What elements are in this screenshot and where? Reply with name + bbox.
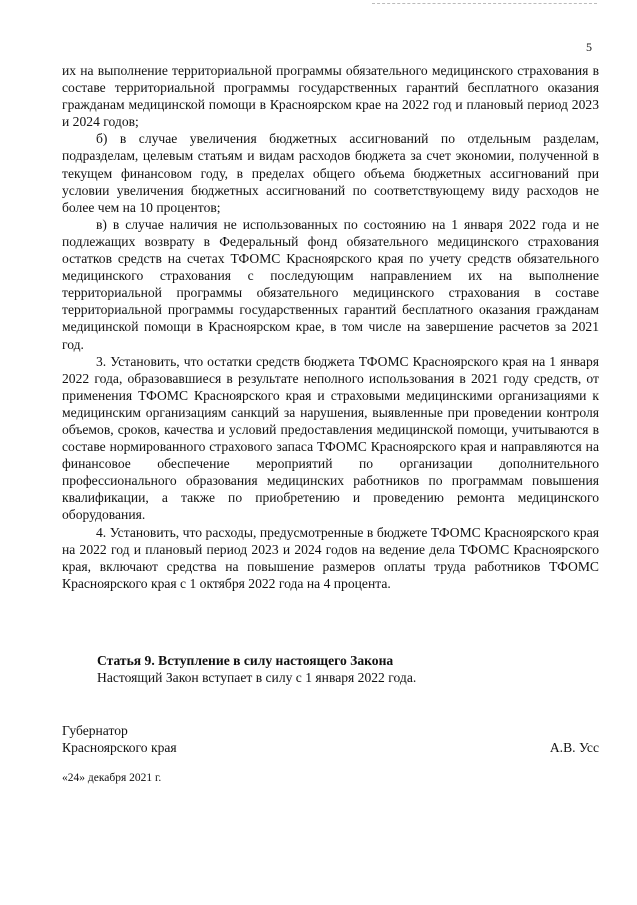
article-text: Настоящий Закон вступает в силу с 1 января 2022 года. (97, 670, 417, 686)
document-body (62, 62, 599, 592)
top-divider (372, 3, 597, 4)
article-title: Статья 9. Вступление в силу настоящего Закона (97, 653, 394, 668)
paragraph-item-4: 4. Установить, что расходы, предусмотренные в бюджете ТФОМС Красноярского края на 2022 год и плановый период 2023 и 2024 годов на ведение дела ТФОМС Красноярского края, включают средства на повышение размеров оплаты труда работников ТФОМС Красноярского края с 1 октября 2022 года на 4 процента. (62, 524, 599, 591)
signer-position-line2: Красноярского края (62, 740, 177, 756)
paragraph-b: б) в случае увеличения бюджетных ассигнований по отдельным разделам, подразделам, целевым статьям и видам расходов бюджета за счет экономии, полученной в текущем финансовом году, в пределах общего объема бюджетных ассигнований при условии увеличения бюджетных ассигнований по соответствующему виду расходов не более чем на 10 процентов; (62, 131, 599, 215)
article-9 (97, 652, 597, 686)
paragraph-v: в) в случае наличия не использованных по состоянию на 1 января 2022 года и не подлежащих возврату в Федеральный фонд обязательного медицинского страхования остатков средств на счетах ТФОМС Красноярского края по учету средств обязательного медицинского страхования с последующим направлением их на выполнение территориальной программы обязательного медицинского страхования в составе территориальной программы государственных гарантий бесплатного оказания гражданам медицинской помощи в Красноярском крае, в том числе на завершение расчетов за 2021 год. (62, 216, 599, 352)
signer-name: А.В. Усс (549, 740, 599, 755)
signing-date: «24» декабря 2021 г. (62, 772, 162, 784)
paragraph-item-3: 3. Установить, что остатки средств бюджета ТФОМС Красноярского края на 1 января 2022 года, образовавшиеся в результате неполного использования в 2021 году средств, от применения ТФОМС Красноярского края и страховыми медицинскими организациями к медицинским организациям санкций за нарушения, выявленные при проведении контроля объемов, сроков, качества и условий предоставления медицинской помощи, учитываются в составе нормированного страхового запаса ТФОМС Красноярского края и направляются на финансовое обеспечение мероприятий по организации дополнительного профессионального образования медицинских работников по программам повышения квалификации, а также по приобретению и проведению ремонта медицинского оборудования. (62, 353, 599, 523)
signer-position-line1: Губернатор (62, 723, 128, 738)
paragraph-continuation: их на выполнение территориальной программы обязательного медицинского страхования в составе территориальной программы государственных гарантий бесплатного оказания гражданам медицинской помощи в Красноярском крае на 2022 год и плановый период 2023 и 2024 годов; (62, 63, 599, 130)
page-number: 5 (586, 40, 592, 54)
signature-block (62, 722, 599, 756)
